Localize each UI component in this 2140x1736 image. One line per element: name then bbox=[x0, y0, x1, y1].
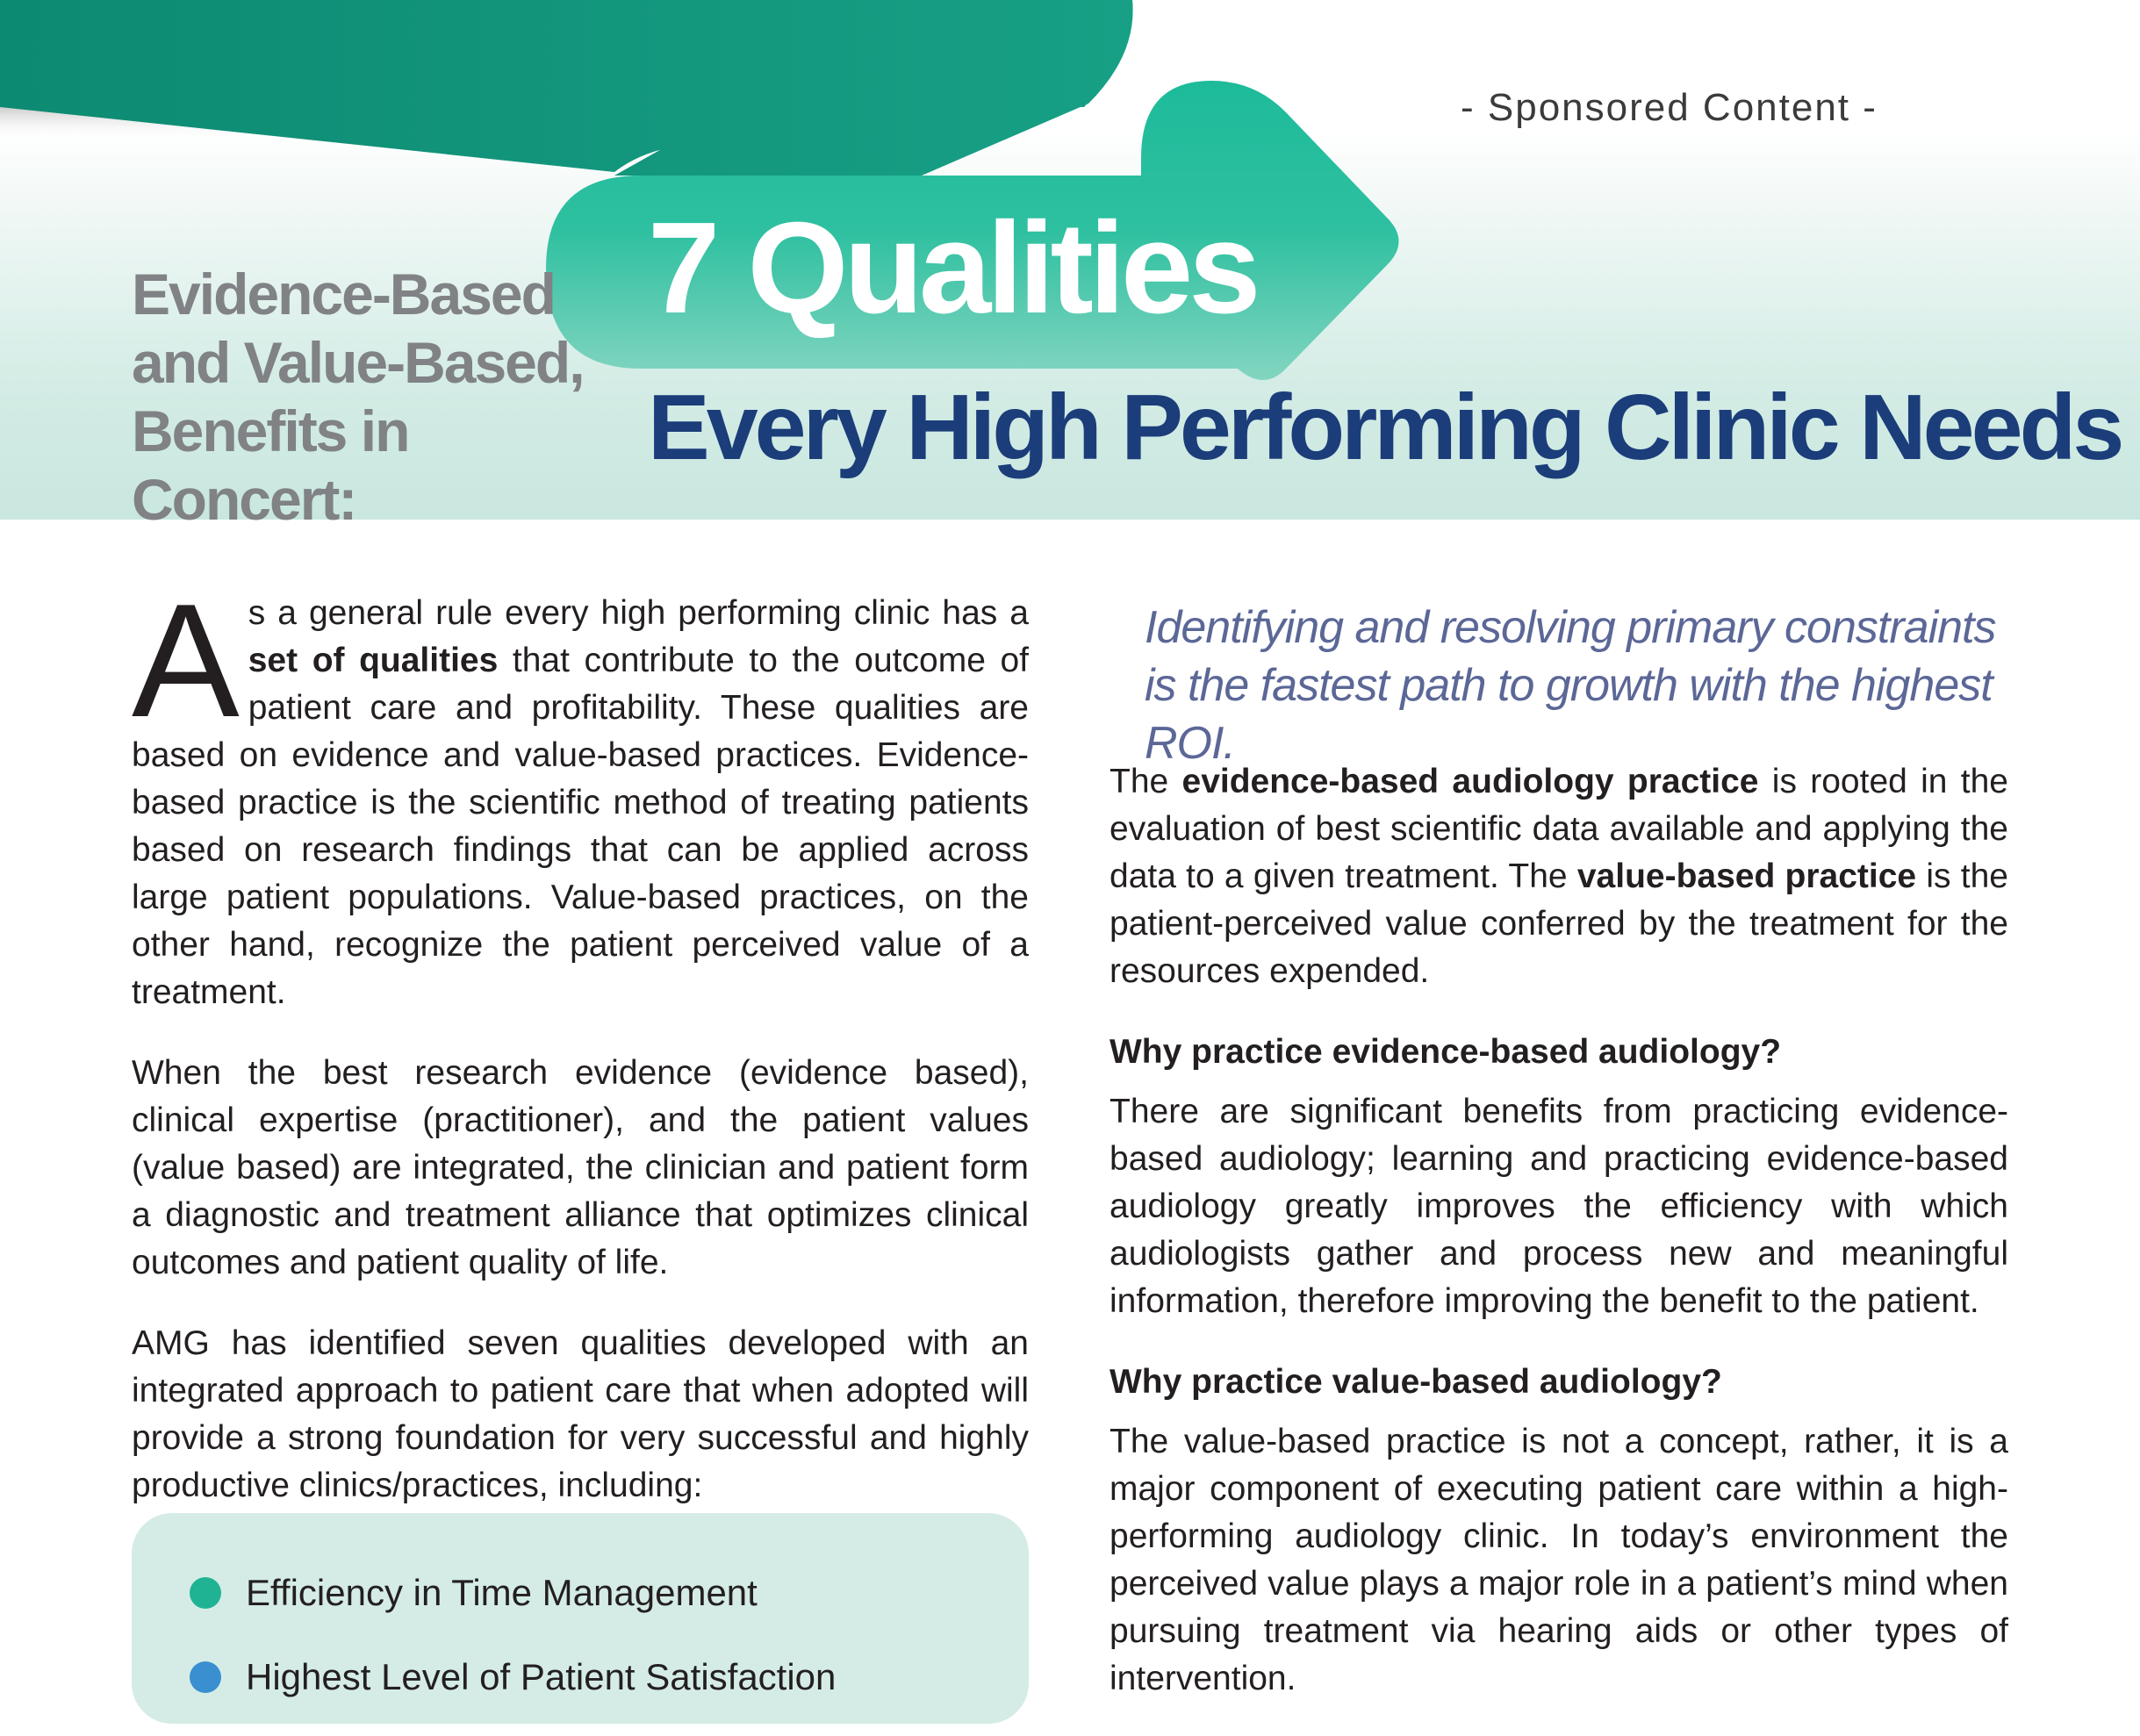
subtitle-line-3: Benefits in Concert: bbox=[132, 398, 409, 532]
paragraph-integration: When the best research evidence (evidence based), clinical expertise (practitioner), and the patient values (value based) are integrated, the clinician and patient form a diagnostic and treatment alliance that optimizes clinical outcomes and patient quality of life. bbox=[132, 1054, 1029, 1281]
bullet-dot-icon bbox=[190, 1661, 221, 1693]
quality-label: Highest Level of Patient Satisfaction bbox=[246, 1656, 837, 1697]
intro-bold-text: set of qualities bbox=[248, 642, 499, 679]
sponsored-label: - Sponsored Content - bbox=[1461, 86, 1878, 129]
heading-evidence-based: Why practice evidence-based audiology? bbox=[1109, 1033, 1782, 1071]
definitions-text-b: is rooted in the evaluation of best scientific data available and applying the data to a given treatment. The bbox=[1109, 763, 2008, 895]
intro-text: s a general rule every high performing clinic has a bbox=[248, 594, 1029, 632]
quality-label: Efficiency in Time Management bbox=[246, 1572, 758, 1613]
paragraph-value-based: The value-based practice is not a concept, rather, it is a major component of executing patient care within a high-performing audiology clinic. In today’s environment the perceived value plays a major role in a patient’s mind when pursuing treatment via hearing aids or other types of intervention. bbox=[1109, 1423, 2008, 1697]
pull-quote: Identifying and resolving primary constraints is the fastest path to growth with the highest ROI. bbox=[1145, 602, 1996, 769]
definitions-text-c: is the patient-perceived value conferred by the treatment for the resources expended. bbox=[1109, 857, 2008, 990]
drop-cap: A bbox=[132, 570, 240, 750]
subtitle-line-2: and Value-Based, bbox=[132, 330, 584, 395]
definitions-text-a: The bbox=[1109, 763, 1182, 800]
page-title: 7 Qualities bbox=[648, 196, 1257, 341]
page-title-secondary: Every High Performing Clinic Needs bbox=[648, 376, 2122, 479]
subtitle-line-1: Evidence-Based bbox=[132, 262, 555, 326]
left-column bbox=[132, 570, 1029, 1543]
list-item bbox=[190, 1569, 758, 1617]
definitions-bold-2: value-based practice bbox=[1576, 857, 1917, 895]
bullet-dot-icon bbox=[190, 1577, 221, 1609]
paragraph-evidence-based: There are significant benefits from practicing evidence-based audiology; learning and practicing evidence-based audiology greatly improves the efficiency with which audiologists gather and process new and meaningful information, therefore improving the benefit to the patient. bbox=[1109, 1093, 2008, 1320]
paragraph-amg: AMG has identified seven qualities developed with an integrated approach to patient care that when adopted will provide a strong foundation for very successful and highly productive clinics/practices, including: bbox=[132, 1324, 1029, 1504]
heading-value-based: Why practice value-based audiology? bbox=[1109, 1363, 1722, 1401]
right-column bbox=[1109, 758, 2008, 1736]
list-item bbox=[190, 1654, 836, 1701]
header-subtitle bbox=[132, 260, 623, 534]
intro-text-rest: that contribute to the outcome of patient care and profitability. These qualities are based on evidence and value-based practices. Evidence-based practice is the scientific method of treating patients based on research findings that can be applied across large patient populations. Value-based practices, on the other hand, recognize the patient perceived value of a treatment. bbox=[132, 642, 1029, 1011]
definitions-bold-1: evidence-based audiology practice bbox=[1181, 763, 1759, 800]
intro-paragraph bbox=[132, 570, 1029, 1016]
qualities-list-box bbox=[132, 1513, 1029, 1724]
paragraph-definitions bbox=[1109, 758, 2008, 995]
